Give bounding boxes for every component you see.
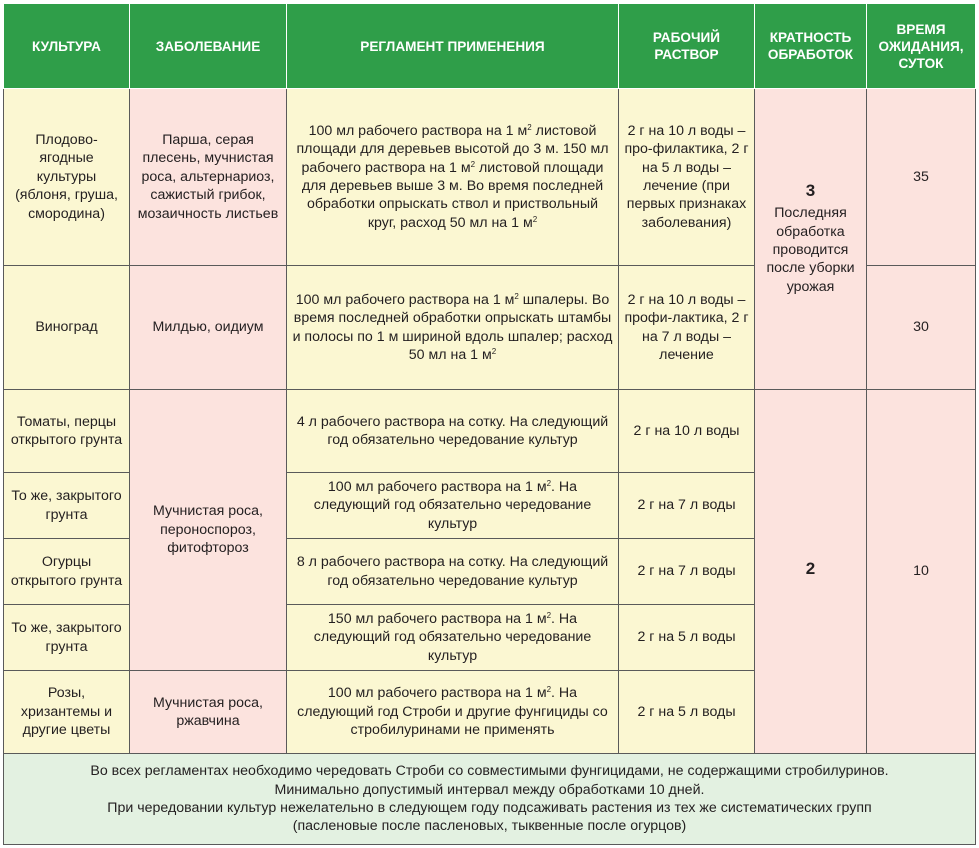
footer-line: При чередовании культур нежелательно в следующем году подсаживать растения из тех же систематических групп (107, 800, 872, 816)
disease-cell: Парша, серая плесень, мучнистая роса, альтернариоз, сажистый грибок, мозаичность листьев (130, 89, 287, 266)
culture-cell: Плодово-ягодные культуры (яблоня, груша, смородина) (4, 89, 130, 266)
superscript: 2 (546, 478, 552, 488)
header-solution: РАБОЧИЙ РАСТВОР (619, 4, 755, 89)
header-treatments: КРАТНОСТЬ ОБРАБОТОК (755, 4, 867, 89)
treatments-note: Последняя обработка проводится после уборки урожая (766, 205, 855, 295)
regulation-table (3, 3, 976, 845)
superscript: 2 (527, 122, 532, 132)
superscript: 2 (514, 291, 519, 301)
regulation-text: листовой площади для деревьев выше 3 м. Во время последней обработки опрыскать ствол и приствольный круг, расход 50 мл на 1 м (301, 159, 604, 231)
solution-cell: 2 г на 10 л воды – профи-лактика, 2 г на 7 л воды – лечение (619, 266, 755, 390)
culture-cell: Томаты, перцы открытого грунта (4, 390, 130, 473)
solution-cell: 2 г на 5 л воды (619, 605, 755, 671)
regulation-cell (287, 671, 619, 754)
regulation-text: 100 мл рабочего раствора на 1 м (327, 478, 547, 495)
culture-cell: Розы, хризантемы и другие цветы (4, 671, 130, 754)
regulation-text: 150 мл рабочего раствора на 1 м (327, 610, 547, 627)
table-row (4, 390, 976, 473)
treatments-count: 2 (805, 559, 816, 579)
superscript: 2 (470, 159, 476, 169)
footer-note (4, 754, 976, 845)
regulation-text: шпалеры. Во время последней обработки опрыскать штамбы и полосы по 1 м шириной вдоль шпалер; расход 50 мл на 1 м (292, 291, 613, 363)
disease-cell: Мучнистая роса, ржавчина (130, 671, 287, 754)
footer-line: (пасленовые после пасленовых, тыквенные после огурцов) (292, 818, 687, 835)
regulation-text: 8 л рабочего раствора на сотку. На следующий год обязательно чередование культур (296, 554, 609, 589)
regulation-text: 100 мл рабочего раствора на 1 м (327, 685, 547, 702)
solution-cell: 2 г на 5 л воды (619, 671, 755, 754)
header-waiting: ВРЕМЯ ОЖИДАНИЯ, СУТОК (867, 4, 976, 89)
regulation-cell (287, 390, 619, 473)
superscript: 2 (546, 610, 552, 620)
waiting-cell: 30 (867, 266, 976, 390)
regulation-cell (287, 266, 619, 390)
regulation-text: 4 л рабочего раствора на сотку. На следующий год обязательно чередование культур (296, 413, 609, 448)
culture-cell: То же, закрытого грунта (4, 605, 130, 671)
regulation-cell (287, 539, 619, 605)
solution-cell: 2 г на 10 л воды – про-филактика, 2 г на 5 л воды – лечение (при первых признаках заболевания) (619, 89, 755, 266)
footer-line: Минимально допустимый интервал между обработками 10 дней. (274, 781, 705, 798)
table-row (4, 89, 976, 266)
treatments-cell-vegetables (755, 390, 867, 754)
treatments-count: 3 (805, 180, 816, 200)
treatments-cell-fruit (755, 89, 867, 390)
culture-cell: То же, закрытого грунта (4, 473, 130, 539)
regulation-text: . На следующий год Строби и другие фунгициды со стробилуринами не применять (297, 685, 608, 739)
footer-row (4, 754, 976, 845)
regulation-text: 100 мл рабочего раствора на 1 м (308, 122, 528, 139)
superscript: 2 (546, 685, 552, 695)
waiting-cell: 35 (867, 89, 976, 266)
regulation-text: 100 мл рабочего раствора на 1 м (295, 291, 515, 308)
header-row (4, 4, 976, 89)
superscript: 2 (532, 214, 538, 224)
disease-cell: Милдью, оидиум (130, 266, 287, 390)
solution-cell: 2 г на 10 л воды (619, 390, 755, 473)
regulation-cell (287, 605, 619, 671)
culture-cell: Виноград (4, 266, 130, 390)
superscript: 2 (491, 346, 497, 356)
regulation-text: листовой площади для деревьев высотой до 3 м. 150 мл рабочего раствора на 1 м (296, 122, 609, 176)
header-regulation: РЕГЛАМЕНТ ПРИМЕНЕНИЯ (287, 4, 619, 89)
culture-cell: Огурцы открытого грунта (4, 539, 130, 605)
regulation-cell (287, 89, 619, 266)
disease-cell-vegetables: Мучнистая роса, пероноспороз, фитофтороз (130, 390, 287, 671)
solution-cell: 2 г на 7 л воды (619, 473, 755, 539)
solution-cell: 2 г на 7 л воды (619, 539, 755, 605)
regulation-text: . На следующий год обязательно чередование культур (313, 610, 592, 664)
header-disease: ЗАБОЛЕВАНИЕ (130, 4, 287, 89)
regulation-text: . На следующий год обязательно чередование культур (313, 478, 592, 532)
footer-line: Во всех регламентах необходимо чередовать Строби со совместимыми фунгицидами, не содержащими стробилуринов. (90, 763, 889, 780)
regulation-cell (287, 473, 619, 539)
header-culture: КУЛЬТУРА (4, 4, 130, 89)
waiting-cell-vegetables: 10 (867, 390, 976, 754)
